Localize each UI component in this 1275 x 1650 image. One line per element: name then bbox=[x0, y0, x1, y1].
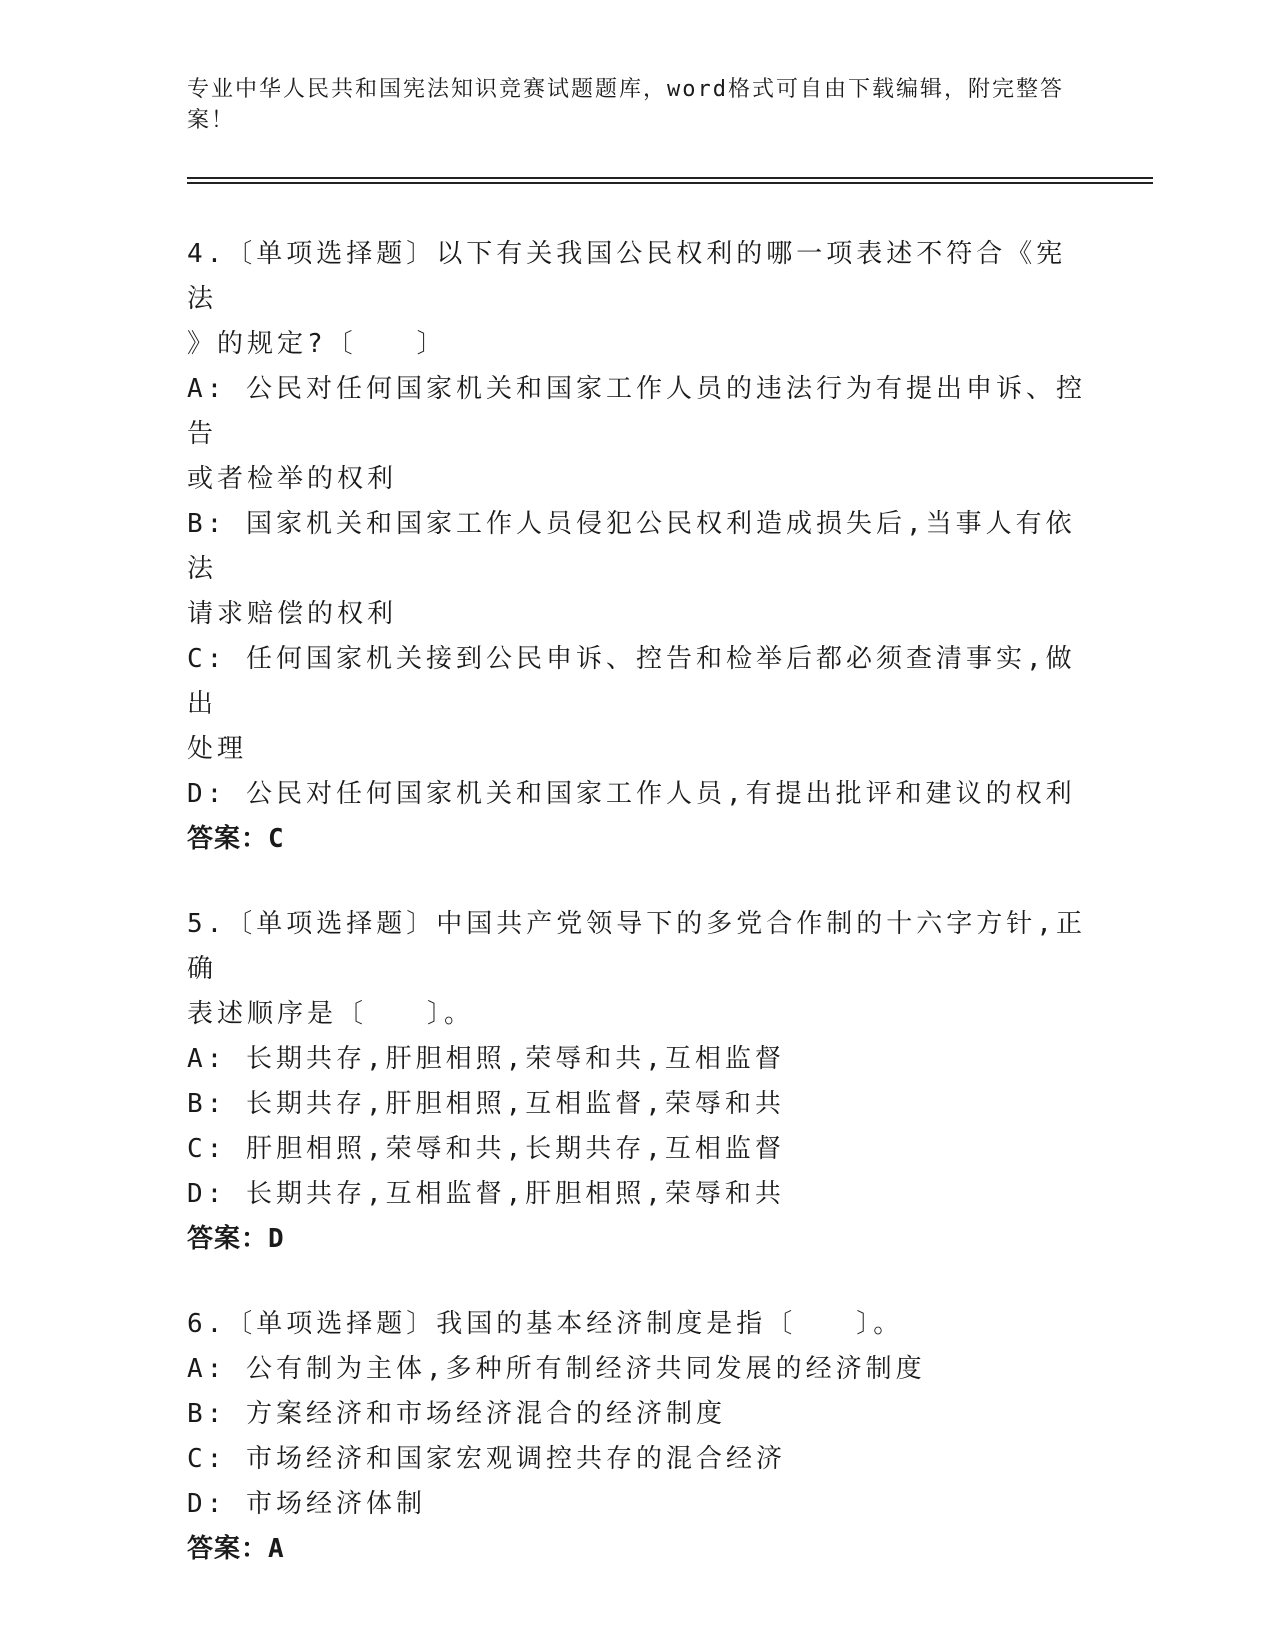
option-c: C: 市场经济和国家宏观调控共存的混合经济 bbox=[187, 1444, 786, 1474]
option-d: D: 长期共存,互相监督,肝胆相照,荣辱和共 bbox=[187, 1179, 785, 1209]
option-a: A: 公民对任何国家机关和国家工作人员的违法行为有提出申诉、控告 bbox=[187, 374, 1086, 449]
option-b-continued: 请求赔偿的权利 bbox=[187, 599, 398, 629]
document-header bbox=[187, 74, 1067, 136]
question-stem-line: 6.〔单项选择题〕我国的基本经济制度是指〔 〕。 bbox=[187, 1309, 904, 1339]
question-list bbox=[187, 232, 1087, 1612]
header-text: 专业中华人民共和国宪法知识竞赛试题题库，word格式可自由下载编辑，附完整答案！ bbox=[187, 77, 1064, 133]
header-rule-bottom bbox=[187, 182, 1153, 184]
option-c-continued: 处理 bbox=[187, 734, 248, 764]
question-stem-line: 表述顺序是〔 〕。 bbox=[187, 999, 475, 1029]
question-6 bbox=[187, 1302, 1087, 1572]
question-4 bbox=[187, 232, 1087, 862]
question-stem-line: 4.〔单项选择题〕以下有关我国公民权利的哪一项表述不符合《宪法 bbox=[187, 239, 1067, 314]
option-d: D: 市场经济体制 bbox=[187, 1489, 426, 1519]
question-5 bbox=[187, 902, 1087, 1262]
question-stem-line: 》的规定?〔 〕 bbox=[187, 329, 447, 359]
option-b: B: 长期共存,肝胆相照,互相监督,荣辱和共 bbox=[187, 1089, 785, 1119]
option-c: C: 任何国家机关接到公民申诉、控告和检举后都必须查清事实,做出 bbox=[187, 644, 1076, 719]
answer-label: 答案：C bbox=[187, 824, 285, 854]
option-c: C: 肝胆相照,荣辱和共,长期共存,互相监督 bbox=[187, 1134, 785, 1164]
option-b: B: 方案经济和市场经济混合的经济制度 bbox=[187, 1399, 726, 1429]
option-a: A: 公有制为主体,多种所有制经济共同发展的经济制度 bbox=[187, 1354, 926, 1384]
option-d: D: 公民对任何国家机关和国家工作人员,有提出批评和建议的权利 bbox=[187, 779, 1076, 809]
question-stem-line: 5.〔单项选择题〕中国共产党领导下的多党合作制的十六字方针,正确 bbox=[187, 909, 1086, 984]
answer-label: 答案：A bbox=[187, 1534, 285, 1564]
header-rule-top bbox=[187, 177, 1153, 179]
option-b: B: 国家机关和国家工作人员侵犯公民权利造成损失后,当事人有依法 bbox=[187, 509, 1076, 584]
option-a-continued: 或者检举的权利 bbox=[187, 464, 398, 494]
option-a: A: 长期共存,肝胆相照,荣辱和共,互相监督 bbox=[187, 1044, 785, 1074]
answer-label: 答案：D bbox=[187, 1224, 285, 1254]
